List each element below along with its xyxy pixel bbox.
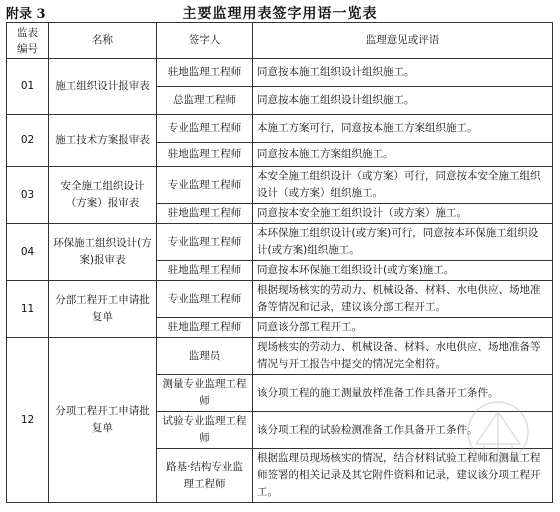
- row-name: 施工组织设计报审表: [49, 59, 157, 115]
- row-signer: 专业监理工程师: [157, 281, 253, 318]
- row-opinion: 根据现场核实的劳动力、机械设备、材料、水电供应、场地准备等情况和记录，建议该分部工程开工。: [253, 281, 553, 318]
- row-signer: 试验专业监理工程师: [157, 412, 253, 449]
- row-opinion: 该分项工程的施工测量放样准备工作具备开工条件。: [253, 375, 553, 412]
- row-name: 分项工程开工申请批复单: [49, 338, 157, 503]
- row-signer: 驻地监理工程师: [157, 318, 253, 338]
- row-signer: 驻地监理工程师: [157, 204, 253, 224]
- row-opinion: 本施工方案可行，同意按本施工方案组织施工。: [253, 115, 553, 143]
- table-row: [7, 224, 553, 261]
- row-code: 01: [7, 59, 49, 115]
- table-row: [7, 338, 553, 375]
- row-opinion: 同意按本施工组织设计组织施工。: [253, 59, 553, 87]
- row-opinion: 根据监理员现场核实的情况，结合材料试验工程师和测量工程师签署的相关记录及其它附件资料和记录，建议该分项工程开工。: [253, 449, 553, 503]
- row-name: 施工技术方案报审表: [49, 115, 157, 167]
- row-signer: 驻地监理工程师: [157, 59, 253, 87]
- column-header-code: [7, 23, 49, 59]
- row-signer: 驻地监理工程师: [157, 261, 253, 281]
- column-header-name: 名称: [49, 23, 157, 59]
- row-opinion: 本环保施工组织设计(或方案)可行，同意按本环保施工组织设计(或方案)组织施工。: [253, 224, 553, 261]
- row-signer: 总监理工程师: [157, 87, 253, 115]
- appendix-label: 附录 3: [6, 7, 46, 22]
- row-signer: 专业监理工程师: [157, 167, 253, 204]
- row-code: 03: [7, 167, 49, 224]
- row-name: 环保施工组织设计(方案)报审表: [49, 224, 157, 281]
- table-row: [7, 167, 553, 204]
- row-code: 12: [7, 338, 49, 503]
- row-signer: 监理员: [157, 338, 253, 375]
- table-row: [7, 115, 553, 143]
- page-title: 主要监理用表签字用语一览表: [182, 6, 378, 22]
- row-name: 安全施工组织设计（方案）报审表: [49, 167, 157, 224]
- watermark-icon: [458, 392, 538, 472]
- row-opinion: 同意按本安全施工组织设计（或方案）施工。: [253, 204, 553, 224]
- table-row: [7, 59, 553, 87]
- column-header-opinion: 监理意见或评语: [253, 23, 553, 59]
- row-signer: 路基·结构专业监理工程师: [157, 449, 253, 503]
- column-header-code-text: 监表 编号: [17, 26, 38, 55]
- row-opinion: 现场核实的劳动力、机械设备、材料、水电供应、场地准备等情况与开工报告中提交的情况完全相符。: [253, 338, 553, 375]
- row-opinion: 该分项工程的试验检测准备工作具备开工条件。: [253, 412, 553, 449]
- row-opinion: 同意该分部工程开工。: [253, 318, 553, 338]
- row-opinion: 同意按本施工组织设计组织施工。: [253, 87, 553, 115]
- row-name: 分部工程开工申请批复单: [49, 281, 157, 338]
- row-signer: 测量专业监理工程师: [157, 375, 253, 412]
- row-signer: 专业监理工程师: [157, 224, 253, 261]
- row-opinion: 同意按本环保施工组织设计(或方案)施工。: [253, 261, 553, 281]
- row-code: 02: [7, 115, 49, 167]
- table-row: [7, 281, 553, 318]
- row-signer: 专业监理工程师: [157, 115, 253, 143]
- row-opinion: 本安全施工组织设计（或方案）可行，同意按本安全施工组织设计（或方案）组织施工。: [253, 167, 553, 204]
- row-opinion: 同意按本施工方案组织施工。: [253, 143, 553, 167]
- row-signer: 驻地监理工程师: [157, 143, 253, 167]
- row-code: 11: [7, 281, 49, 338]
- row-code: 04: [7, 224, 49, 281]
- column-header-signer: 签字人: [157, 23, 253, 59]
